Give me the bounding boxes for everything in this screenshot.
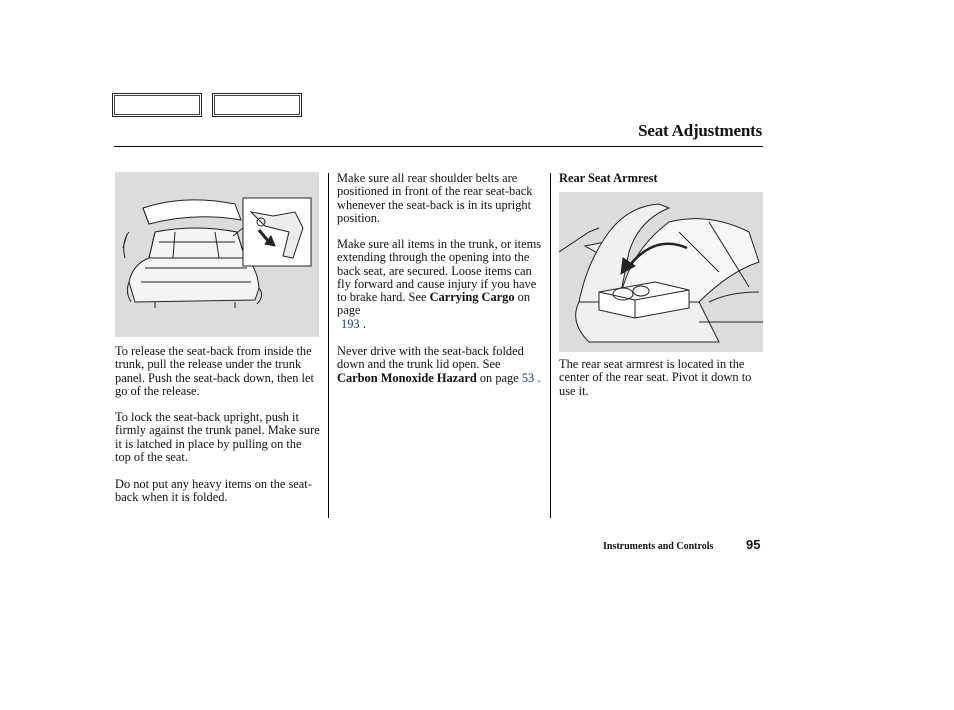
armrest-heading-text: Rear Seat Armrest: [559, 171, 658, 185]
next-page-button[interactable]: [212, 93, 302, 117]
secure-items-note: Make sure all items in the trunk, or items extending through the opening into the back seat, are secured. Loose items can fly forward and cause injury if you have to brake hard. See Carrying Cargo on page 193 .: [337, 237, 542, 331]
carrying-cargo-ref: Carrying Cargo: [429, 290, 515, 305]
lock-instructions: To lock the seat-back upright, push it firmly against the trunk panel. Make sure it is latched in place by pulling on the top of the seat.: [115, 410, 320, 464]
on-page-text: on page: [479, 370, 519, 385]
page-53-link[interactable]: 53: [521, 370, 535, 385]
page-title: Seat Adjustments: [638, 121, 762, 140]
armrest-drawing: [559, 192, 763, 352]
page-193-link[interactable]: 193: [341, 316, 360, 331]
release-instructions: To release the seat-back from inside the trunk, pull the release under the trunk panel. Push the seat-back down, then let go of the release.: [115, 344, 314, 398]
title-divider: [114, 146, 763, 147]
section-name: Instruments and Controls: [603, 541, 714, 552]
shoulder-belt-note: Make sure all rear shoulder belts are positioned in front of the rear seat-back whenever the seat-back is in its upright position.: [337, 171, 533, 225]
trunk-open-warning: Never drive with the seat-back folded down and the trunk lid open. See Carbon Monoxide Hazard on page 53 .: [337, 344, 541, 385]
rear-armrest-illustration: [559, 192, 763, 352]
armrest-heading: [559, 172, 764, 185]
page-number: 95: [746, 537, 761, 552]
column-divider-2: [550, 173, 551, 518]
trunk-release-drawing: [115, 172, 319, 337]
trunk-open-text: Never drive with the seat-back folded down and the trunk lid open. See: [337, 344, 524, 372]
previous-page-button[interactable]: [112, 93, 202, 117]
heavy-items-warning: Do not put any heavy items on the seat-back when it is folded.: [115, 477, 312, 505]
column-divider-1: [328, 173, 329, 518]
secure-items-text: Make sure all items in the trunk, or items extending through the opening into the back seat, are secured. Loose items can fly forward and cause injury if you have to brake hard. See: [337, 237, 542, 305]
trunk-release-illustration: [115, 172, 319, 337]
on-page-text: on page: [337, 290, 531, 318]
armrest-description: The rear seat armrest is located in the center of the rear seat. Pivot it down to use it.: [559, 357, 752, 398]
carbon-monoxide-ref: Carbon Monoxide Hazard: [337, 370, 477, 385]
